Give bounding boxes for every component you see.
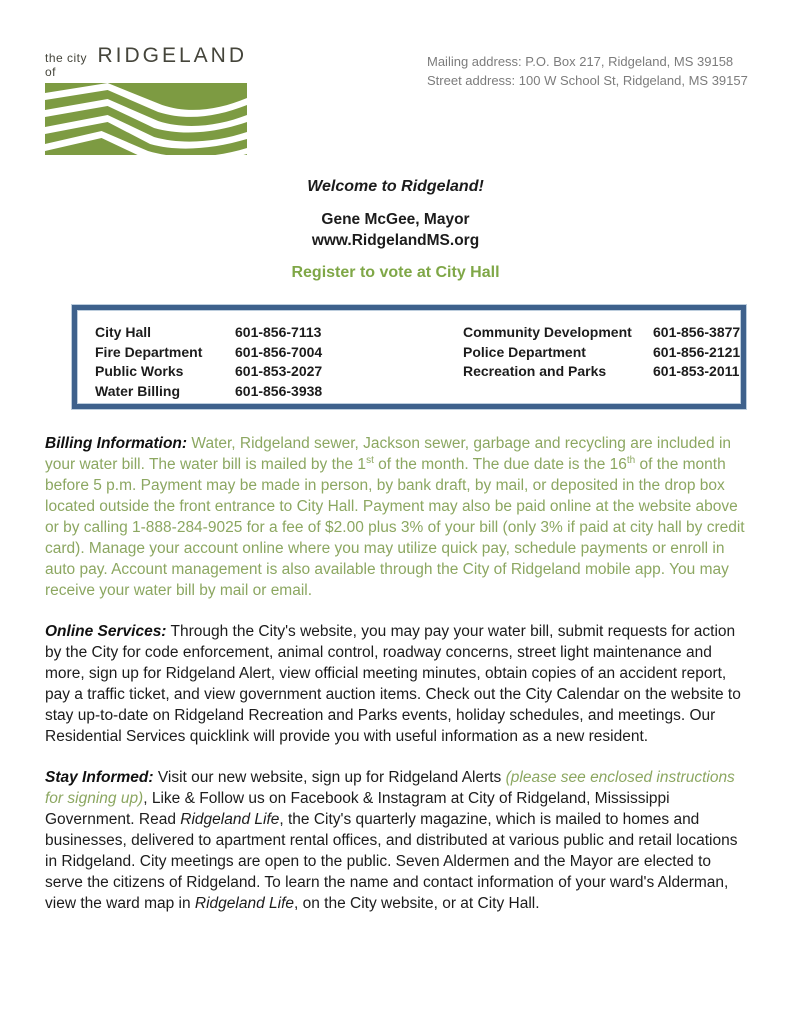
billing-information-paragraph: [45, 433, 750, 601]
stay-informed-heading: Stay Informed:: [45, 769, 154, 786]
contact-row: [95, 362, 463, 382]
stay-informed-enclosed-note: (please see enclosed instructions for signing up): [45, 769, 735, 807]
contact-phone: 601-856-3877: [653, 324, 741, 340]
contacts-box: [72, 305, 746, 409]
billing-superscript: th: [626, 454, 636, 466]
stay-informed-text: , on the City website, or at City Hall.: [294, 895, 540, 912]
online-services-text: Through the City's website, you may pay your water bill, submit requests for action by the City for code enforcement, animal control, roadway concerns, street light maintenance and more, sign up for Ridgeland Alert, view official meeting minutes, obtain copies of an accident report, pay a traffic ticket, and view government auction items. Check out the City Calendar on the website to stay up-to-date on Ridgeland Recreation and Parks events, holiday schedules, and meetings. Our Residential Services quicklink will provide you with useful information as a new resident.: [45, 623, 741, 745]
logo-wordmark: [45, 44, 247, 79]
online-services-paragraph: [45, 621, 750, 747]
contact-phone: 601-856-7113: [235, 324, 322, 340]
online-services-heading: Online Services:: [45, 623, 167, 640]
contact-label: City Hall: [95, 324, 152, 340]
magazine-title: Ridgeland Life: [194, 895, 295, 912]
stay-informed-text: Visit our new website, sign up for Ridgeland Alerts: [157, 769, 506, 786]
contact-label: Police Department: [463, 343, 586, 360]
logo-waves-icon: [45, 83, 247, 155]
contact-row: [463, 343, 741, 363]
logo-prefix: the city of: [45, 51, 88, 79]
billing-text: of the month. The due date is the 16: [373, 456, 627, 473]
contact-phone: 601-856-7004: [235, 343, 323, 360]
contact-phone: 601-853-2027: [235, 363, 323, 379]
magazine-title: Ridgeland Life: [180, 811, 280, 828]
city-logo: [45, 44, 247, 155]
contact-row: [95, 323, 463, 343]
contact-phone: 601-853-2011: [653, 363, 740, 379]
contacts-right-column: [463, 323, 741, 404]
register-to-vote-note: Register to vote at City Hall: [291, 264, 500, 281]
contact-row: [463, 323, 741, 343]
contact-phone: 601-856-2121: [653, 343, 741, 360]
address-block: [427, 52, 748, 90]
contact-label: Community Development: [463, 324, 632, 340]
contact-label: Recreation and Parks: [463, 363, 607, 379]
billing-text: of the month before 5 p.m. Payment may be made in person, by bank draft, by mail, or deposited in the drop box located outside the front entrance to City Hall. Payment may also be paid online at the website above or by calling 1-888-284-9025 for a fee of $2.00 plus 3% of your bill (only 3% if paid at city hall by credit card). Manage your account online where you may utilize quick pay, schedule payments or enroll in auto pay. Account management is also available through the City of Ridgeland mobile app. You may receive your water bill by mail or email.: [45, 456, 745, 599]
logo-city-name: RIDGELAND: [97, 44, 247, 67]
stay-informed-text: , Like & Follow us on Facebook & Instagram at City of Ridgeland, Mississippi Government. Read: [45, 790, 670, 828]
contact-label: Water Billing: [95, 382, 181, 399]
stay-informed-text: , the City's quarterly magazine, which is mailed to homes and businesses, delivered to apartment rental offices, and distributed at various public and retail locations in Ridgeland. City meetings are open to the public. Seven Aldermen and the Mayor are elected to serve the citizens of Ridgeland. To learn the name and contact information of your ward's Alderman, view the ward map in: [45, 811, 738, 912]
contact-phone: 601-856-3938: [235, 382, 323, 399]
contact-label: Fire Department: [95, 343, 203, 360]
contact-row: [463, 362, 741, 382]
billing-heading: Billing Information:: [45, 435, 188, 452]
mayor-name-line: Gene McGee, Mayor: [321, 211, 470, 228]
website-url-line: www.RidgelandMS.org: [311, 232, 480, 249]
body-text-block: [45, 433, 750, 914]
mailing-address-line: Mailing address: P.O. Box 217, Ridgeland, MS 39158: [427, 54, 734, 69]
street-address-line: Street address: 100 W School St, Ridgeland, MS 39157: [427, 73, 748, 88]
contact-row: [95, 343, 463, 363]
contact-row: [95, 382, 463, 402]
stay-informed-paragraph: [45, 767, 750, 914]
intro-block: [0, 178, 791, 282]
welcome-heading: Welcome to Ridgeland!: [307, 178, 484, 195]
contacts-left-column: [95, 323, 463, 404]
billing-superscript: st: [366, 454, 374, 466]
contact-label: Public Works: [95, 363, 184, 379]
billing-text: Water, Ridgeland sewer, Jackson sewer, garbage and recycling are included in your water bill. The water bill is mailed by the 1: [45, 435, 732, 473]
